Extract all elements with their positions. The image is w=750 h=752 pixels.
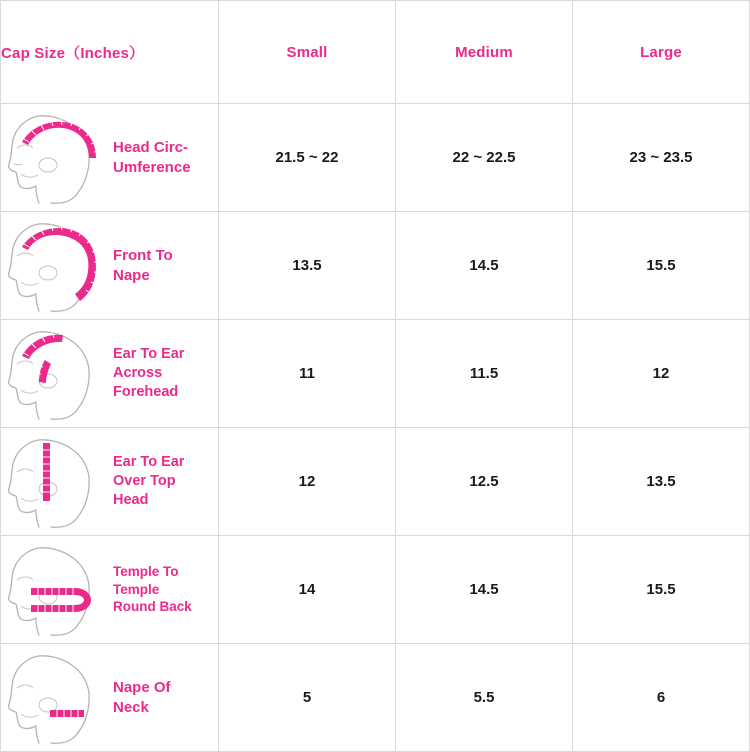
table-row (1, 644, 750, 752)
value-large: 23 ~ 23.5 (573, 104, 750, 212)
value-large: 6 (573, 644, 750, 752)
row-label-text: Temple To Temple Round Back (113, 563, 192, 615)
value-medium: 12.5 (396, 428, 573, 536)
value-small: 12 (219, 428, 396, 536)
row-label-ear-to-ear-over-top-head (1, 428, 219, 536)
ear-to-ear-across-forehead-diagram (1, 324, 113, 424)
row-label-text: Ear To Ear Over Top Head (113, 453, 185, 509)
row-label-temple-to-temple-round-back (1, 536, 219, 644)
value-small: 14 (219, 536, 396, 644)
row-label-text: Front To Nape (113, 246, 173, 284)
table-row (1, 104, 750, 212)
value-large: 13.5 (573, 428, 750, 536)
ear-to-ear-over-top-head-diagram (1, 432, 113, 532)
front-to-nape-diagram (1, 216, 113, 316)
row-label-ear-to-ear-across-forehead (1, 320, 219, 428)
nape-of-neck-diagram (1, 648, 113, 748)
value-large: 15.5 (573, 536, 750, 644)
header-small: Small (219, 1, 396, 104)
value-small: 11 (219, 320, 396, 428)
value-large: 15.5 (573, 212, 750, 320)
header-large: Large (573, 1, 750, 104)
table-row (1, 428, 750, 536)
row-label-text: Ear To Ear Across Forehead (113, 345, 185, 401)
temple-to-temple-round-back-diagram (1, 540, 113, 640)
row-label-front-to-nape (1, 212, 219, 320)
row-label-text: Nape Of Neck (113, 678, 171, 716)
row-label-head-circumference (1, 104, 219, 212)
value-small: 13.5 (219, 212, 396, 320)
value-medium: 11.5 (396, 320, 573, 428)
value-small: 5 (219, 644, 396, 752)
header-cap-size: Cap Size（Inches） (1, 1, 219, 104)
value-medium: 5.5 (396, 644, 573, 752)
table-row (1, 320, 750, 428)
value-small: 21.5 ~ 22 (219, 104, 396, 212)
value-medium: 14.5 (396, 536, 573, 644)
value-large: 12 (573, 320, 750, 428)
row-label-text: Head Circ- Umference (113, 138, 191, 176)
value-medium: 22 ~ 22.5 (396, 104, 573, 212)
table-header-row (1, 1, 750, 104)
value-medium: 14.5 (396, 212, 573, 320)
head-circumference-diagram (1, 108, 113, 208)
table-row (1, 212, 750, 320)
row-label-nape-of-neck (1, 644, 219, 752)
table-row (1, 536, 750, 644)
header-medium: Medium (396, 1, 573, 104)
